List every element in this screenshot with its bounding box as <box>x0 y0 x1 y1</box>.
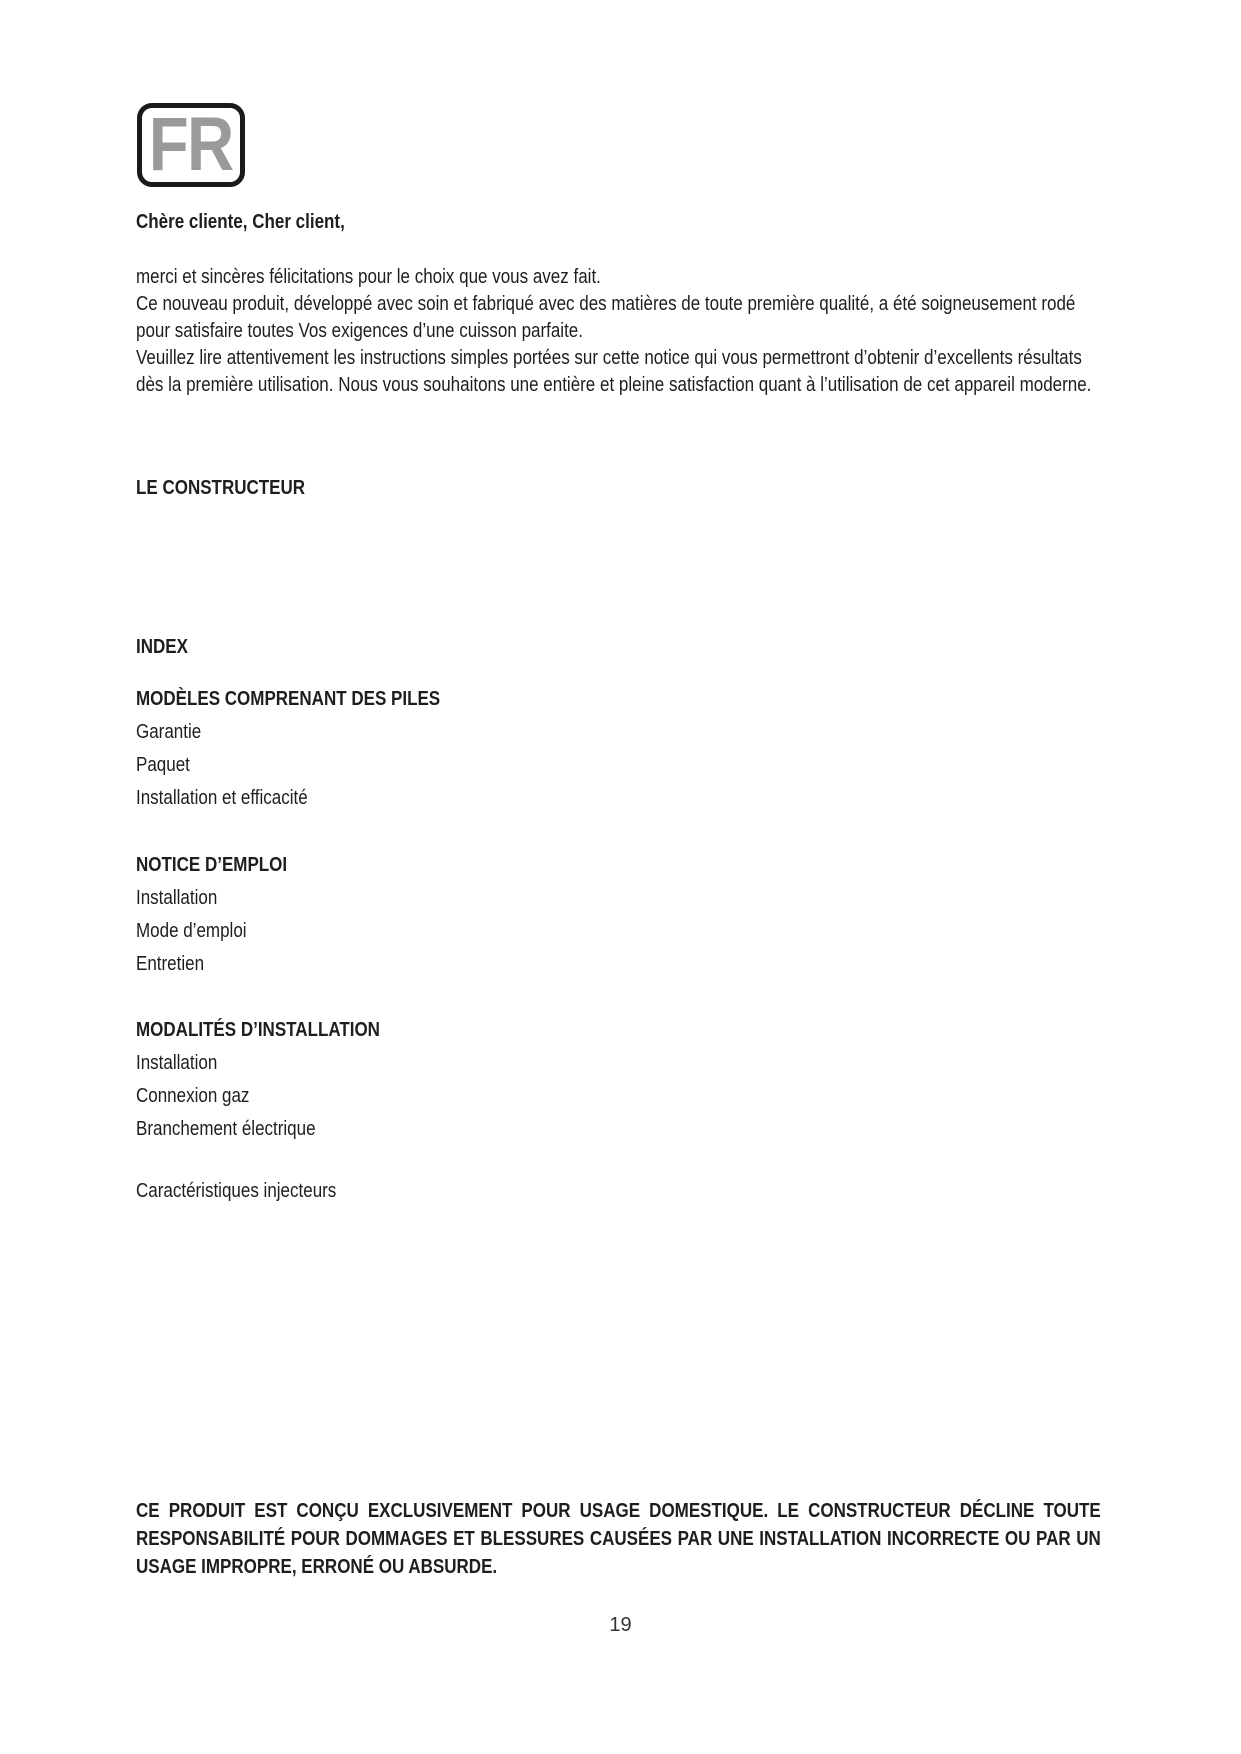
intro-paragraph: Veuillez lire attentivement les instructions simples portées sur cette notice qui vous permettront d’obtenir d’excellents résultats dès la première utilisation. Nous vous souhaitons une entière et pleine satisfaction quant à l’utilisation de cet appareil moderne. <box>136 347 1092 396</box>
page-number: 19 <box>609 1614 632 1636</box>
intro-paragraph: merci et sincères félicitations pour le choix que vous avez fait. <box>136 266 601 288</box>
safety-warning: CE PRODUIT EST CONÇU EXCLUSIVEMENT POUR USAGE DOMESTIQUE. LE CONSTRUCTEUR DÉCLINE TOUTE RESPONSABILITÉ POUR DOMMAGES ET BLESSURES CAUSÉES PAR UNE INSTALLATION INCORRECTE OU PAR UN USAGE IMPROPRE, ERRONÉ OU ABSURDE. <box>136 1500 1101 1578</box>
index-item: Garantie <box>136 721 202 743</box>
language-badge <box>137 103 245 187</box>
index-item: Mode d’emploi <box>136 920 247 942</box>
index-item: Caractéristiques injecteurs <box>136 1180 337 1202</box>
index-section-heading: NOTICE D’EMPLOI <box>136 854 288 876</box>
index-item: Installation <box>136 1052 218 1074</box>
index-section <box>136 1014 380 1146</box>
index-item: Installation <box>136 887 218 909</box>
index-section <box>136 683 440 815</box>
signature: LE CONSTRUCTEUR <box>136 477 306 499</box>
language-code: FR <box>149 102 233 187</box>
index-section-heading: MODALITÉS D’INSTALLATION <box>136 1019 380 1041</box>
index-section <box>136 849 287 981</box>
index-section-heading: MODÈLES COMPRENANT DES PILES <box>136 688 441 710</box>
index-title: INDEX <box>136 636 188 658</box>
intro-text <box>136 264 1097 399</box>
index-item: Branchement électrique <box>136 1118 316 1140</box>
index-item: Paquet <box>136 754 190 776</box>
index-item: Installation et efficacité <box>136 787 308 809</box>
greeting: Chère cliente, Cher client, <box>136 211 345 233</box>
index-item: Connexion gaz <box>136 1085 250 1107</box>
index-item: Entretien <box>136 953 205 975</box>
intro-paragraph: Ce nouveau produit, développé avec soin et fabriqué avec des matières de toute première qualité, a été soigneusement rodé pour satisfaire toutes Vos exigences d’une cuisson parfaite. <box>136 293 1076 342</box>
